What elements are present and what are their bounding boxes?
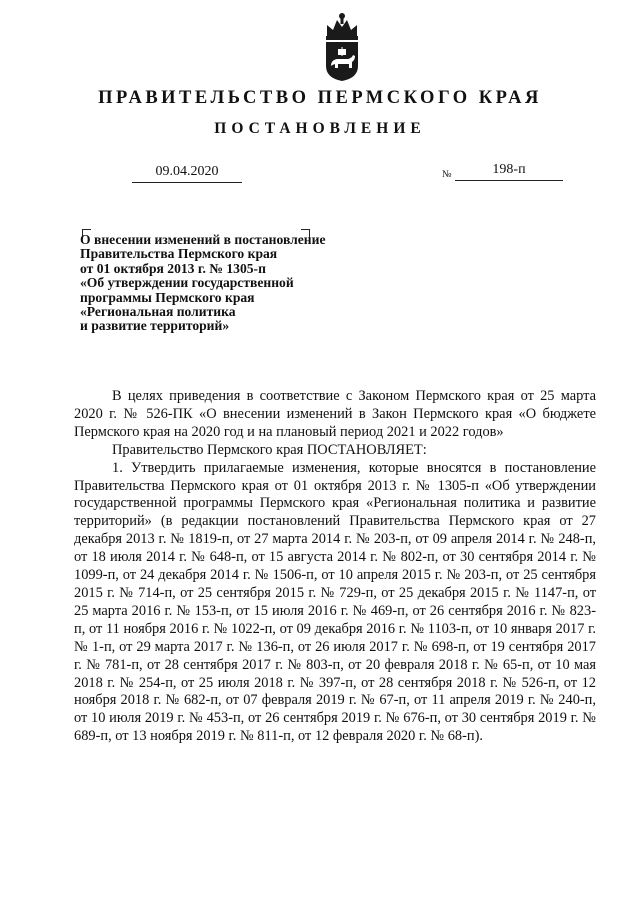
government-title: ПРАВИТЕЛЬСТВО ПЕРМСКОГО КРАЯ — [98, 88, 542, 108]
subject-line: программы Пермского края — [80, 289, 255, 305]
document-type: ПОСТАНОВЛЕНИЕ — [214, 120, 426, 137]
subject-line: «Региональная политика — [80, 304, 236, 320]
coat-of-arms-icon — [318, 12, 366, 82]
document-number — [455, 161, 563, 181]
body-paragraph: 1. Утвердить прилагаемые изменения, которые вносятся в постановление Правительства Пермского края от 01 октября 2013 г. № 1305-п «Об утверждении государственной программы Пермского края «Региональная политика и развитие территорий» (в редакции постановлений Правительства Пермского края от 27 декабря 2013 г. № 1819-п, от 27 марта 2014 г. № 203-п, от 09 апреля 2014 г. № 248-п, от 18 июля 2014 г. № 648-п, от 15 августа 2014 г. № 802-п, от 30 сентября 2014 г. № 1099-п, от 24 декабря 2014 г. № 1506-п, от 10 апреля 2015 г. № 203-п, от 25 сентября 2015 г. № 714-п, от 25 сентября 2015 г. № 729-п, от 25 декабря 2015 г. № 1147-п, от 25 марта 2016 г. № 153-п, от 15 июля 2016 г. № 469-п, от 26 сентября 2016 г. № 823-п, от 11 ноября 2016 г. № 1022-п, от 09 декабря 2016 г. № 1103-п, от 10 января 2017 г. № 1-п, от 29 марта 2017 г. № 136-п, от 26 июля 2017 г. № 698-п, от 19 сентября 2017 г. № 781-п, от 28 сентября 2017 г. № 803-п, от 20 февраля 2018 г. № 65-п, от 10 мая 2018 г. № 254-п, от 25 июля 2018 г. № 397-п, от 28 сентября 2018 г. № 526-п, от 12 ноября 2018 г. № 682-п, от 07 февраля 2019 г. № 67-п, от 11 апреля 2019 г. № 240-п, от 10 июля 2019 г. № 453-п, от 26 сентября 2019 г. № 676-п, от 30 сентября 2019 г. № 689-п, от 13 ноября 2019 г. № 811-п, от 12 февраля 2020 г. № 68-п). — [74, 459, 596, 745]
body-paragraph: Правительство Пермского края ПОСТАНОВЛЯЕТ: — [112, 441, 427, 458]
subject-line: О внесении изменений в постановление — [80, 232, 326, 247]
subject-line: и развитие территорий» — [80, 318, 230, 334]
document-body — [74, 388, 596, 746]
date-underline — [132, 182, 242, 183]
number-sign: № — [442, 169, 452, 180]
number-value: 198-п — [492, 162, 526, 177]
subject-line: Правительства Пермского края — [80, 246, 278, 262]
subject-line: от 01 октября 2013 г. № 1305-п — [80, 260, 266, 276]
document-subject — [80, 233, 380, 334]
document-date — [132, 163, 242, 183]
subject-line: «Об утверждении государственной — [80, 275, 294, 291]
date-value: 09.04.2020 — [155, 164, 219, 179]
number-underline — [455, 180, 563, 181]
body-paragraph: В целях приведения в соответствие с Законом Пермского края от 25 марта 2020 г. № 526-ПК «О внесении изменений в Закон Пермского края «О бюджете Пермского края на 2020 год и на плановый период 2021 и 2022 годов» — [74, 388, 596, 440]
